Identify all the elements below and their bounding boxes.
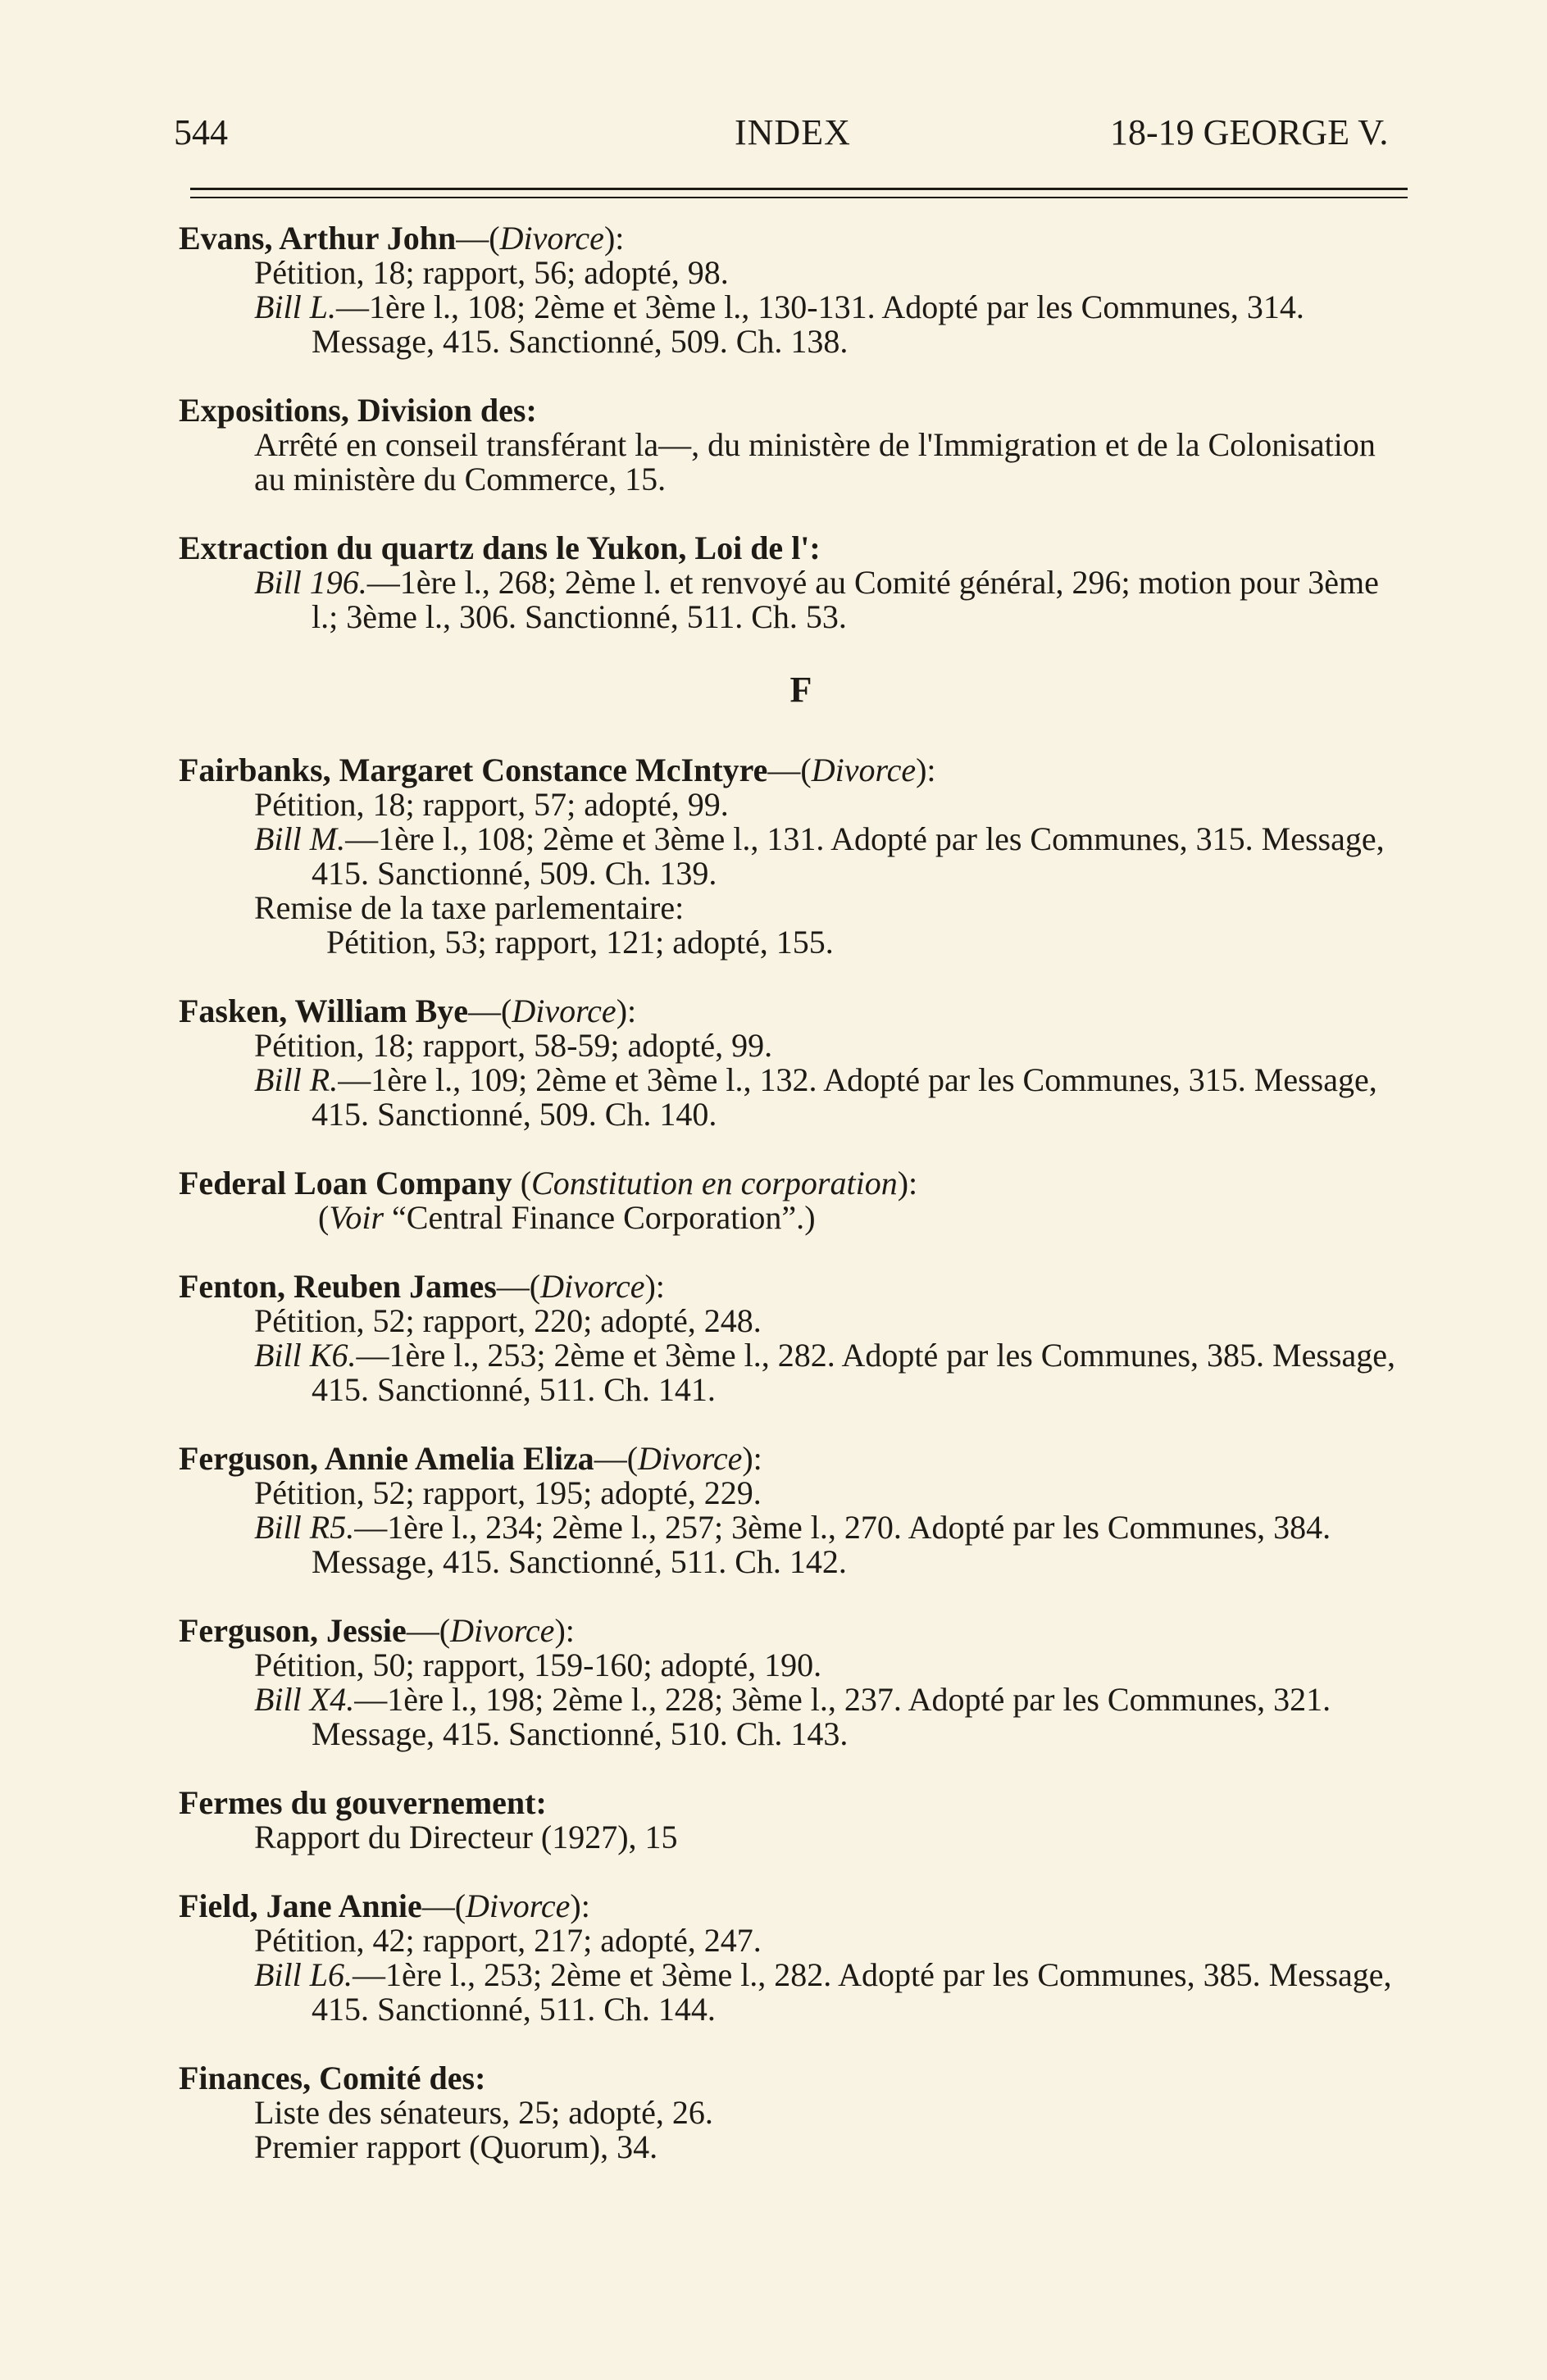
bill-label: Bill R5. bbox=[254, 1509, 355, 1546]
entry-line bbox=[179, 1648, 1408, 1683]
entry-line-text: Rapport du Directeur (1927), 15 bbox=[254, 1819, 678, 1855]
see-also-label: Voir bbox=[329, 1199, 384, 1236]
entry-heading-suffix: ): bbox=[897, 1165, 918, 1201]
entry-line-text: —1ère l., 198; 2ème l., 228; 3ème l., 237. Adopté par les Communes, 321. Message, 415. Sanctionné, 510. Ch. 143. bbox=[312, 1681, 1331, 1752]
index-entry bbox=[179, 753, 1408, 960]
entry-line-text: Remise de la taxe parlementaire: bbox=[254, 889, 685, 926]
entry-heading bbox=[179, 2061, 1408, 2096]
section-letter: F bbox=[789, 670, 812, 710]
entry-line-text: —1ère l., 253; 2ème et 3ème l., 282. Adopté par les Communes, 385. Message, 415. Sanctionné, 511. Ch. 141. bbox=[312, 1337, 1395, 1408]
entry-tag: Divorce bbox=[466, 1887, 571, 1924]
entry-line bbox=[179, 2096, 1408, 2130]
index-entry bbox=[179, 1786, 1408, 1855]
entry-heading-name: Expositions, Division des bbox=[179, 392, 526, 429]
entry-line-text: —1ère l., 109; 2ème et 3ème l., 132. Adopté par les Communes, 315. Message, 415. Sanctionné, 509. Ch. 140. bbox=[312, 1061, 1377, 1133]
entry-line bbox=[179, 256, 1408, 290]
bill-label: Bill R. bbox=[254, 1061, 339, 1098]
see-also-target: “Central Finance Corporation”. bbox=[384, 1199, 805, 1236]
index-entry bbox=[179, 1166, 1408, 1235]
entry-line bbox=[179, 1029, 1408, 1063]
entry-heading-suffix: : bbox=[475, 2060, 486, 2096]
entry-tag: Divorce bbox=[811, 752, 917, 788]
entry-heading-suffix: ): bbox=[616, 992, 637, 1029]
bill-line bbox=[179, 1063, 1408, 1132]
entry-heading bbox=[179, 1442, 1408, 1476]
entry-heading bbox=[179, 531, 1408, 565]
entry-tag: Divorce bbox=[499, 220, 604, 257]
entry-line-text: —1ère l., 108; 2ème et 3ème l., 130-131. Adopté par les Communes, 314. Message, 415. Sanctionné, 509. Ch. 138. bbox=[312, 288, 1304, 360]
bill-label: Bill K6. bbox=[254, 1337, 357, 1374]
entry-line-text: —1ère l., 253; 2ème et 3ème l., 282. Adopté par les Communes, 385. Message, 415. Sanctionné, 511. Ch. 144. bbox=[312, 1956, 1392, 2028]
entry-line-text: Pétition, 18; rapport, 58-59; adopté, 99. bbox=[254, 1027, 773, 1064]
entry-line-text: Pétition, 52; rapport, 195; adopté, 229. bbox=[254, 1474, 762, 1511]
header-rule bbox=[190, 188, 1408, 190]
entry-line-text: Pétition, 53; rapport, 121; adopté, 155. bbox=[326, 924, 834, 961]
entry-heading-suffix: ): bbox=[603, 220, 625, 257]
page-title: INDEX bbox=[735, 112, 851, 152]
index-entry bbox=[179, 1889, 1408, 2027]
entry-line bbox=[179, 1476, 1408, 1510]
running-header: 18-19 GEORGE V. bbox=[1110, 112, 1389, 152]
entry-heading bbox=[179, 221, 1408, 256]
entry-line-text: Pétition, 42; rapport, 217; adopté, 247. bbox=[254, 1922, 762, 1959]
entry-tag: Divorce bbox=[638, 1440, 743, 1477]
entry-heading-name: Fermes du gouvernement bbox=[179, 1784, 536, 1821]
entry-heading-name: Fenton, Reuben James bbox=[179, 1268, 497, 1305]
entry-line-text: Pétition, 52; rapport, 220; adopté, 248. bbox=[254, 1302, 762, 1339]
entry-heading-name: Fairbanks, Margaret Constance McIntyre bbox=[179, 752, 768, 788]
entry-heading-name: Finances, Comité des bbox=[179, 2060, 475, 2096]
entry-line bbox=[179, 428, 1408, 497]
bill-label: Bill X4. bbox=[254, 1681, 355, 1718]
entry-line-text: Premier rapport (Quorum), 34. bbox=[254, 2128, 658, 2165]
bill-line bbox=[179, 565, 1408, 634]
entry-see-also bbox=[179, 1201, 1408, 1235]
entry-heading bbox=[179, 753, 1408, 788]
entry-heading-name: Extraction du quartz dans le Yukon, Loi de l' bbox=[179, 529, 810, 566]
entry-line bbox=[179, 1924, 1408, 1958]
entry-heading-dash: —( bbox=[421, 1887, 466, 1924]
bill-line bbox=[179, 1338, 1408, 1407]
entry-line bbox=[179, 1820, 1408, 1855]
entry-heading-name: Ferguson, Annie Amelia Eliza bbox=[179, 1440, 594, 1477]
entry-line-text: —1ère l., 268; 2ème l. et renvoyé au Comité général, 296; motion pour 3ème l.; 3ème l., 306. Sanctionné, 511. Ch. 53. bbox=[312, 564, 1379, 635]
entry-line-text: Pétition, 18; rapport, 56; adopté, 98. bbox=[254, 254, 729, 291]
entry-tag: Divorce bbox=[450, 1612, 555, 1649]
bill-label: Bill L. bbox=[254, 288, 337, 325]
entry-tag: Constitution en corporation bbox=[531, 1165, 898, 1201]
entry-line bbox=[179, 925, 1408, 960]
entry-heading-suffix: ): bbox=[742, 1440, 762, 1477]
entry-heading-suffix: ): bbox=[570, 1887, 590, 1924]
bill-line bbox=[179, 822, 1408, 891]
entry-heading-name: Federal Loan Company bbox=[179, 1165, 512, 1201]
entry-heading-name: Evans, Arthur John bbox=[179, 220, 457, 257]
entry-tag: Divorce bbox=[512, 992, 617, 1029]
entry-tag: Divorce bbox=[540, 1268, 645, 1305]
entry-line bbox=[179, 1304, 1408, 1338]
entry-line-text: Arrêté en conseil transférant la—, du ministère de l'Immigration et de la Colonisation au ministère du Commerce, 15. bbox=[254, 426, 1376, 497]
entry-line-text: —1ère l., 234; 2ème l., 257; 3ème l., 270. Adopté par les Communes, 384. Message, 415. Sanctionné, 511. Ch. 142. bbox=[312, 1509, 1331, 1580]
bill-line bbox=[179, 1683, 1408, 1751]
entry-line bbox=[179, 891, 1408, 925]
index-entry bbox=[179, 994, 1408, 1132]
paren-open: ( bbox=[318, 1199, 330, 1236]
bill-line bbox=[179, 290, 1408, 359]
entry-heading bbox=[179, 994, 1408, 1029]
index-entry bbox=[179, 531, 1408, 634]
header-rule-secondary bbox=[190, 197, 1408, 198]
bill-line bbox=[179, 1510, 1408, 1579]
index-entry bbox=[179, 1269, 1408, 1407]
index-entry bbox=[179, 393, 1408, 497]
entry-line-text: Liste des sénateurs, 25; adopté, 26. bbox=[254, 2094, 713, 2131]
index-entry bbox=[179, 2061, 1408, 2164]
entry-heading-suffix: : bbox=[535, 1784, 547, 1821]
entry-heading bbox=[179, 1786, 1408, 1820]
entry-heading bbox=[179, 1889, 1408, 1924]
paren-close: ) bbox=[804, 1199, 816, 1236]
entry-heading-dash: —( bbox=[767, 752, 812, 788]
entry-heading-name: Fasken, William Bye bbox=[179, 992, 469, 1029]
index-content bbox=[179, 221, 1408, 2199]
entry-heading-dash: —( bbox=[406, 1612, 451, 1649]
entry-heading-suffix: : bbox=[526, 392, 537, 429]
entry-heading-dash: —( bbox=[496, 1268, 541, 1305]
index-entry bbox=[179, 1614, 1408, 1751]
entry-line bbox=[179, 2130, 1408, 2164]
entry-line-text: —1ère l., 108; 2ème et 3ème l., 131. Adopté par les Communes, 315. Message, 415. Sanctionné, 509. Ch. 139. bbox=[312, 820, 1385, 892]
entry-heading-suffix: ): bbox=[644, 1268, 665, 1305]
entry-heading-suffix: ): bbox=[554, 1612, 575, 1649]
entry-line-text: Pétition, 18; rapport, 57; adopté, 99. bbox=[254, 786, 729, 823]
entry-line-text: Pétition, 50; rapport, 159-160; adopté, 190. bbox=[254, 1646, 822, 1683]
entry-heading-name: Field, Jane Annie bbox=[179, 1887, 422, 1924]
entry-heading-suffix: : bbox=[809, 529, 821, 566]
entry-heading-name: Ferguson, Jessie bbox=[179, 1612, 407, 1649]
entry-heading bbox=[179, 393, 1408, 428]
entry-heading bbox=[179, 1166, 1408, 1201]
entry-line bbox=[179, 788, 1408, 822]
entry-heading bbox=[179, 1614, 1408, 1648]
bill-label: Bill 196. bbox=[254, 564, 367, 601]
entry-heading-dash: —( bbox=[468, 992, 512, 1029]
entry-heading-suffix: ): bbox=[916, 752, 936, 788]
bill-label: Bill L6. bbox=[254, 1956, 353, 1993]
index-entry bbox=[179, 1442, 1408, 1579]
bill-line bbox=[179, 1958, 1408, 2027]
entry-heading-dash: ( bbox=[512, 1165, 532, 1201]
entry-heading bbox=[179, 1269, 1408, 1304]
page-number: 544 bbox=[174, 112, 228, 152]
index-entry bbox=[179, 221, 1408, 359]
bill-label: Bill M. bbox=[254, 820, 346, 857]
entry-heading-dash: —( bbox=[456, 220, 500, 257]
entry-heading-dash: —( bbox=[594, 1440, 639, 1477]
